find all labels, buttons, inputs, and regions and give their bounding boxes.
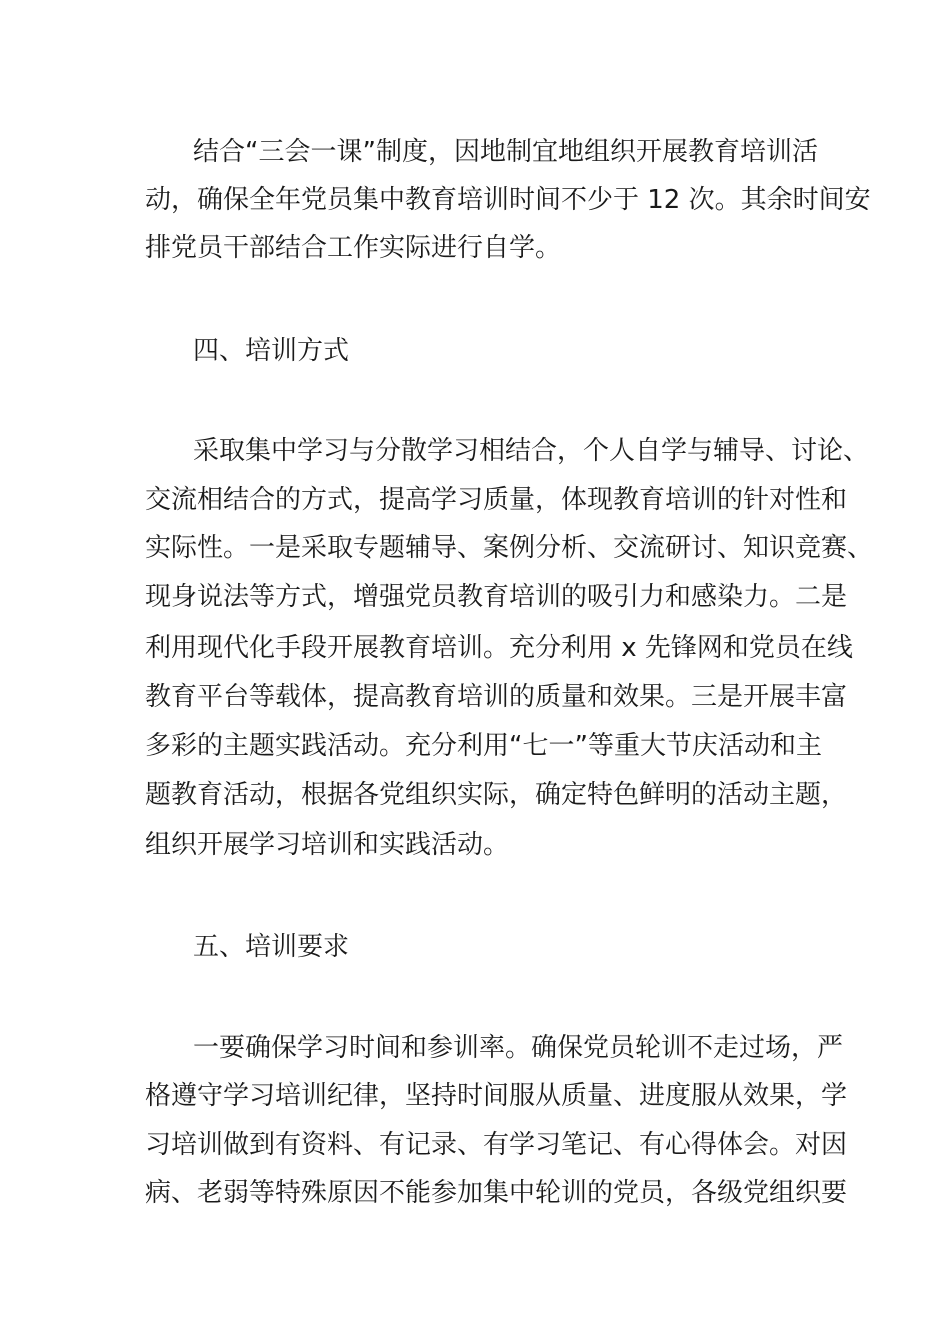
section-heading-5: 五、培训要求: [193, 932, 350, 962]
section-heading-4: 四、培训方式: [193, 336, 350, 366]
paragraph-2-line-8: 题教育活动，根据各党组织实际，确定特色鲜明的活动主题，: [145, 780, 848, 810]
paragraph-3-line-3: 习培训做到有资料、有记录、有学习笔记、有心得体会。对因: [145, 1130, 848, 1160]
paragraph-2-line-3: 实际性。一是采取专题辅导、案例分析、交流研讨、知识竞赛、: [145, 533, 874, 563]
paragraph-1-line-1: 结合“三会一课”制度，因地制宜地组织开展教育培训活: [193, 137, 818, 167]
paragraph-3-line-1: 一要确保学习时间和参训率。确保党员轮训不走过场，严: [193, 1033, 844, 1063]
paragraph-2-line-2: 交流相结合的方式，提高学习质量，体现教育培训的针对性和: [145, 485, 848, 515]
paragraph-1-line-3: 排党员干部结合工作实际进行自学。: [145, 233, 562, 263]
paragraph-2-line-4: 现身说法等方式，增强党员教育培训的吸引力和感染力。二是: [145, 582, 848, 612]
paragraph-2-line-7: 多彩的主题实践活动。充分利用“七一”等重大节庆活动和主: [145, 731, 822, 761]
paragraph-2-line-5: 利用现代化手段开展教育培训。充分利用 x 先锋网和党员在线: [145, 633, 853, 663]
paragraph-2-line-9: 组织开展学习培训和实践活动。: [145, 830, 510, 860]
paragraph-2-line-6: 教育平台等载体，提高教育培训的质量和效果。三是开展丰富: [145, 682, 848, 712]
paragraph-3-line-2: 格遵守学习培训纪律，坚持时间服从质量、进度服从效果，学: [145, 1081, 848, 1111]
paragraph-2-line-1: 采取集中学习与分散学习相结合，个人自学与辅导、讨论、: [193, 436, 870, 466]
paragraph-3-line-4: 病、老弱等特殊原因不能参加集中轮训的党员，各级党组织要: [145, 1178, 848, 1208]
paragraph-1-line-2: 动，确保全年党员集中教育培训时间不少于 12 次。其余时间安: [145, 185, 871, 215]
